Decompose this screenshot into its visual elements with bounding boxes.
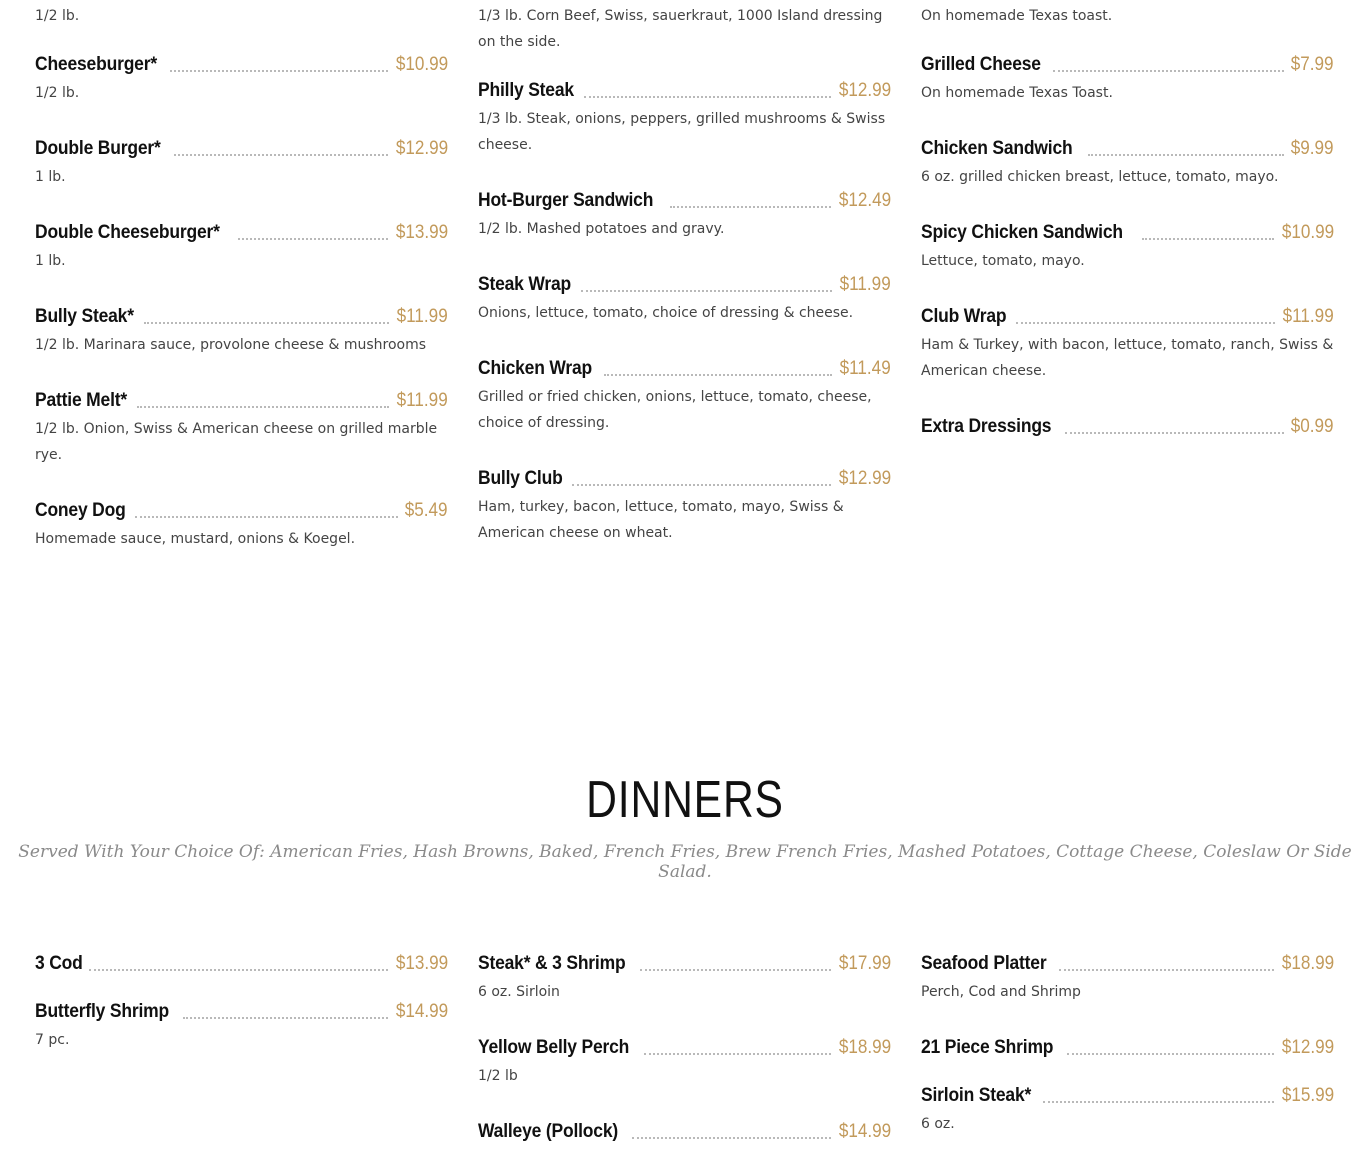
menu-item-description: 1/2 lb [478, 1068, 518, 1084]
menu-item [478, 1035, 891, 1089]
menu-item-price: $0.99 [1291, 416, 1334, 437]
menu-item-price: $10.99 [1281, 222, 1334, 243]
menu-item [35, 388, 448, 468]
menu-item-description: 1/2 lb. Mashed potatoes and gravy. [478, 221, 725, 237]
menu-item-description: Grilled or fried chicken, onions, lettuce, tomato, cheese, choice of dressing. [478, 389, 872, 431]
menu-item-description: 6 oz. Sirloin [478, 984, 560, 1000]
menu-item-header [478, 1119, 891, 1145]
menu-item-price: $13.99 [395, 953, 448, 974]
dotted-leader [644, 1053, 831, 1055]
menu-item-name: Club Wrap [921, 306, 1007, 327]
menu-item-price: $12.99 [1281, 1037, 1334, 1058]
menu-item-price: $13.99 [395, 222, 448, 243]
menu-item-description: Onions, lettuce, tomato, choice of dressing & cheese. [478, 305, 854, 321]
menu-item-header [35, 52, 448, 78]
menu-item-description: 7 pc. [35, 1032, 70, 1048]
menu-item-description: Ham & Turkey, with bacon, lettuce, tomato, ranch, Swiss & American cheese. [921, 337, 1334, 379]
dotted-leader [640, 969, 831, 971]
menu-item-price: $17.99 [838, 953, 891, 974]
menu-item-price: $7.99 [1291, 54, 1334, 75]
dotted-leader [1016, 322, 1275, 324]
menu-item-price: $11.99 [396, 306, 448, 327]
menu-item-header [921, 52, 1334, 78]
menu-item-name: Hot-Burger Sandwich [478, 190, 654, 211]
dotted-leader [1053, 70, 1284, 72]
menu-item-description: Homemade sauce, mustard, onions & Koegel. [35, 531, 356, 547]
menu-item-header [921, 1083, 1334, 1109]
menu-item [35, 498, 448, 552]
dotted-leader [144, 322, 389, 324]
menu-item-price: $14.99 [838, 1121, 891, 1142]
menu-item [921, 1035, 1334, 1061]
menu-item-header [921, 414, 1334, 440]
menu-item [478, 188, 891, 242]
menu-item-price: $18.99 [1281, 953, 1334, 974]
section-title: DINNERS [586, 771, 784, 829]
dotted-leader [581, 290, 832, 292]
menu-item-header [35, 304, 448, 330]
menu-item-description: 1 lb. [35, 253, 66, 269]
menu-item-header [921, 1035, 1334, 1061]
dotted-leader [670, 206, 830, 208]
menu-item-header [921, 951, 1334, 977]
menu-item-price: $11.49 [839, 358, 891, 379]
menu-item [478, 466, 891, 546]
menu-item-price: $18.99 [838, 1037, 891, 1058]
menu-item [478, 356, 891, 436]
menu-item [921, 414, 1334, 440]
menu-item-price: $10.99 [395, 54, 448, 75]
menu-item-description: 1/2 lb. Marinara sauce, provolone cheese & mushrooms [35, 337, 427, 353]
menu-item [921, 136, 1334, 190]
menu-item-name: Spicy Chicken Sandwich [921, 222, 1123, 243]
dotted-leader [1043, 1101, 1274, 1103]
menu-item-description: Ham, turkey, bacon, lettuce, tomato, mayo, Swiss & American cheese on wheat. [478, 499, 844, 541]
menu-item-name: 3 Cod [35, 953, 83, 974]
menu-item-price: $11.99 [396, 390, 448, 411]
menu-item-price: $12.49 [838, 190, 891, 211]
menu-item-name: Sirloin Steak* [921, 1085, 1032, 1106]
menu-item-header [478, 951, 891, 977]
menu-item-name: Coney Dog [35, 500, 126, 521]
menu-item-header [478, 1035, 891, 1061]
dotted-leader [89, 969, 388, 971]
menu-item-description: 1/2 lb. [35, 8, 80, 24]
menu-item-header [35, 220, 448, 246]
dotted-leader [174, 154, 388, 156]
dotted-leader [1067, 1053, 1274, 1055]
menu-item [921, 220, 1334, 274]
menu-column [921, 52, 1334, 462]
menu-item-price: $15.99 [1281, 1085, 1334, 1106]
dotted-leader [584, 96, 831, 98]
menu-column [478, 78, 891, 576]
menu-item [35, 304, 448, 358]
menu-item-name: Philly Steak [478, 80, 574, 101]
menu-item-header [478, 272, 891, 298]
menu-item-header [35, 388, 448, 414]
menu-item [921, 1083, 1334, 1137]
menu-item-name: Bully Club [478, 468, 563, 489]
menu-item-header [35, 999, 448, 1025]
menu-item [35, 220, 448, 274]
menu-item-name: Steak* & 3 Shrimp [478, 953, 626, 974]
menu-item [921, 52, 1334, 106]
menu-item-name: Chicken Sandwich [921, 138, 1073, 159]
menu-item-name: Butterfly Shrimp [35, 1001, 170, 1022]
dotted-leader [632, 1137, 831, 1139]
menu-item-name: Double Cheeseburger* [35, 222, 220, 243]
menu-item-price: $5.49 [405, 500, 448, 521]
menu-item [478, 78, 891, 158]
menu-item-header [921, 304, 1334, 330]
menu-item-name: Grilled Cheese [921, 54, 1041, 75]
menu-item-price: $9.99 [1291, 138, 1334, 159]
dotted-leader [238, 238, 388, 240]
menu-item-description: 6 oz. grilled chicken breast, lettuce, tomato, mayo. [921, 169, 1279, 185]
menu-item [35, 999, 448, 1053]
menu-item [35, 136, 448, 190]
menu-item-description: 1/2 lb. [35, 85, 80, 101]
menu-item-description: On homemade Texas toast. [921, 8, 1113, 24]
dotted-leader [604, 374, 832, 376]
menu-item-name: Pattie Melt* [35, 390, 128, 411]
menu-item-header [478, 466, 891, 492]
menu-item-name: Yellow Belly Perch [478, 1037, 630, 1058]
dotted-leader [183, 1017, 388, 1019]
dotted-leader [137, 406, 389, 408]
dotted-leader [1065, 432, 1285, 434]
menu-item-header [921, 136, 1334, 162]
dotted-leader [135, 516, 398, 518]
menu-item-header [35, 136, 448, 162]
menu-item-name: 21 Piece Shrimp [921, 1037, 1054, 1058]
menu-item [478, 1119, 891, 1145]
menu-item-name: Double Burger* [35, 138, 161, 159]
menu-item-price: $12.99 [838, 468, 891, 489]
menu-item-header [478, 356, 891, 382]
menu-item-description: On homemade Texas Toast. [921, 85, 1113, 101]
menu-item [921, 951, 1334, 1005]
menu-item-name: Steak Wrap [478, 274, 572, 295]
section-subtitle: Served With Your Choice Of: American Fries, Hash Browns, Baked, French Fries, Brew French Fries, Mashed Potatoes, Cottage Cheese, Coleslaw Or Side Salad. [18, 842, 1352, 882]
menu-item-description: 1/3 lb. Corn Beef, Swiss, sauerkraut, 1000 Island dressing on the side. [478, 8, 883, 50]
menu-item-description: 1 lb. [35, 169, 66, 185]
menu-column [35, 52, 448, 582]
dotted-leader [572, 484, 831, 486]
menu-item [478, 272, 891, 326]
menu-item-header [478, 78, 891, 104]
menu-column [35, 951, 448, 1083]
menu-item-price: $12.99 [395, 138, 448, 159]
menu-item-description: 6 oz. [921, 1116, 955, 1132]
menu-item-description: 1/3 lb. Steak, onions, peppers, grilled mushrooms & Swiss cheese. [478, 111, 886, 153]
menu-item-price: $11.99 [1282, 306, 1334, 327]
menu-item-header [35, 498, 448, 524]
menu-item-name: Seafood Platter [921, 953, 1047, 974]
menu-item-name: Walleye (Pollock) [478, 1121, 618, 1142]
menu-column [478, 951, 891, 1167]
menu-item-description: Lettuce, tomato, mayo. [921, 253, 1085, 269]
menu-item [35, 951, 448, 977]
menu-item-header [478, 188, 891, 214]
menu-item-description: 1/2 lb. Onion, Swiss & American cheese on grilled marble rye. [35, 421, 438, 463]
menu-item-price: $11.99 [839, 274, 891, 295]
menu-item-name: Bully Steak* [35, 306, 134, 327]
dotted-leader [1059, 969, 1274, 971]
menu-item-name: Extra Dressings [921, 416, 1052, 437]
menu-item-price: $14.99 [395, 1001, 448, 1022]
dotted-leader [1142, 238, 1273, 240]
menu-item-price: $12.99 [838, 80, 891, 101]
menu-item-name: Chicken Wrap [478, 358, 593, 379]
menu-item-header [921, 220, 1334, 246]
dotted-leader [170, 70, 388, 72]
menu-item [921, 304, 1334, 384]
menu-item-name: Cheeseburger* [35, 54, 157, 75]
menu-item-description: Perch, Cod and Shrimp [921, 984, 1081, 1000]
menu-item [478, 951, 891, 1005]
menu-item-header [35, 951, 448, 977]
menu-column [921, 951, 1334, 1167]
menu-item [35, 52, 448, 106]
dotted-leader [1088, 154, 1285, 156]
